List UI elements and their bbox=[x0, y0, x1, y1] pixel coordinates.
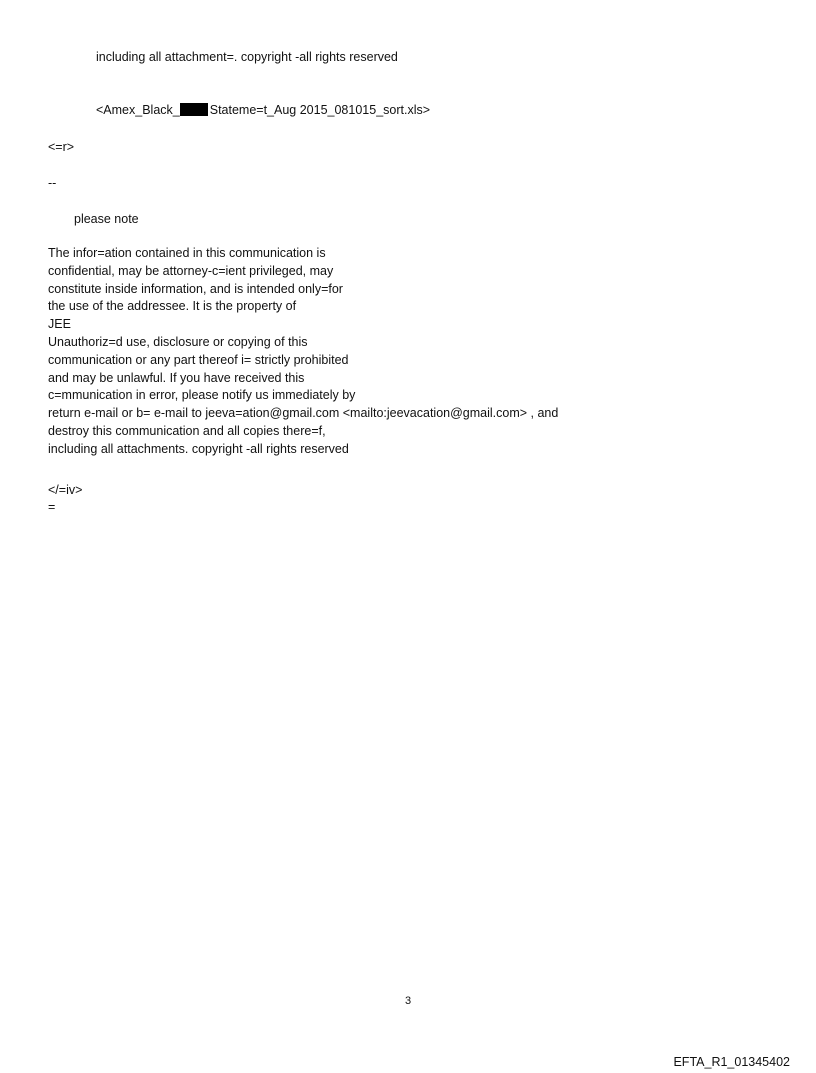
document-id: EFTA_R1_01345402 bbox=[673, 1055, 790, 1069]
br-tag-line: <=r> bbox=[48, 140, 75, 154]
notice-line: JEE bbox=[48, 317, 71, 332]
trailing-equals-line: = bbox=[48, 500, 56, 514]
attachment-filename-suffix: Stateme=t_Aug 2015_081015_sort.xls> bbox=[209, 103, 431, 117]
notice-line: constitute inside information, and is intended only=for bbox=[48, 281, 343, 296]
confidentiality-notice bbox=[48, 245, 558, 459]
please-note-heading: please note bbox=[74, 212, 139, 226]
page-number: 3 bbox=[404, 995, 412, 1007]
notice-line: including all attachments. copyright -all rights reserved bbox=[48, 441, 349, 456]
notice-line: and may be unlawful. If you have received this bbox=[48, 370, 305, 385]
notice-line: the use of the addressee. It is the property of bbox=[48, 299, 297, 314]
notice-line: communication or any part thereof i= strictly prohibited bbox=[48, 352, 349, 367]
notice-line: Unauthoriz=d use, disclosure or copying of this bbox=[48, 334, 308, 349]
div-close-tag-line: </=iv> bbox=[48, 483, 83, 497]
attachment-filename-line bbox=[96, 101, 430, 119]
notice-line: The infor=ation contained in this communication is bbox=[48, 246, 326, 260]
separator-line: -- bbox=[48, 176, 57, 190]
redaction-block bbox=[180, 103, 208, 116]
notice-line: return e-mail or b= e-mail to jeeva=ation@gmail.com <mailto:jeevacation@gmail.com> , and bbox=[48, 406, 559, 421]
attachments-notice-line: including all attachment=. copyright -all rights reserved bbox=[96, 50, 398, 64]
notice-line: confidential, may be attorney-c=ient privileged, may bbox=[48, 263, 334, 278]
notice-line: c=mmunication in error, please notify us immediately by bbox=[48, 388, 356, 403]
attachment-filename-prefix: <Amex_Black_ bbox=[96, 103, 180, 117]
notice-line: destroy this communication and all copies there=f, bbox=[48, 423, 326, 438]
